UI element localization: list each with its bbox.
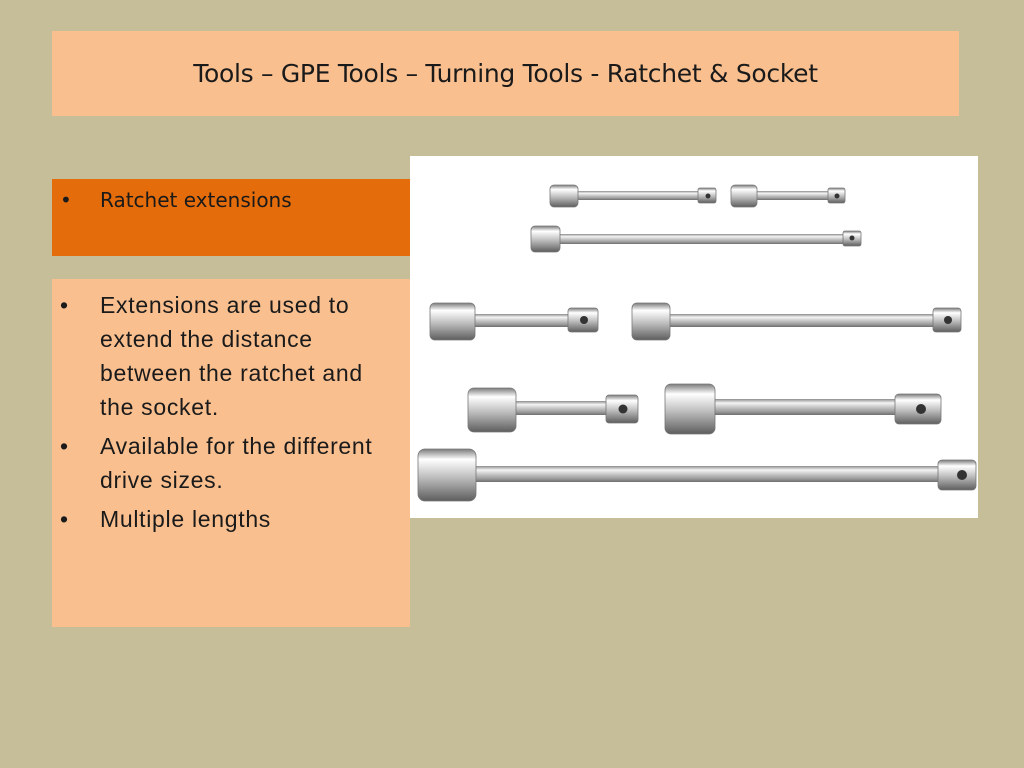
- bullet-marker: •: [60, 433, 69, 459]
- extension-bar: [418, 449, 976, 501]
- extension-bar: [430, 303, 598, 340]
- extension-bar: [665, 384, 941, 434]
- extension-bar: [731, 185, 845, 207]
- extension-bar: [550, 185, 716, 207]
- subheading-item: [52, 188, 410, 212]
- bullet-text: Extensions are used to extend the distance between the ratchet and the socket.: [100, 292, 363, 420]
- extension-bars-photo: [410, 156, 978, 518]
- bullet-item: [52, 429, 410, 497]
- bullet-item: [52, 502, 410, 536]
- body-text-box: [52, 279, 410, 627]
- bullet-marker: •: [60, 506, 69, 532]
- extension-bars-illustration: [410, 156, 978, 518]
- subheading-list: [52, 188, 410, 212]
- extension-bar: [632, 303, 961, 340]
- subheading-box: [52, 179, 410, 256]
- bullet-marker: •: [60, 292, 69, 318]
- extension-bar: [531, 226, 861, 252]
- subheading-text: Ratchet extensions: [100, 188, 292, 212]
- bullet-list: [52, 279, 410, 536]
- bullet-text: Multiple lengths: [100, 506, 272, 532]
- slide-title: Tools – GPE Tools – Turning Tools - Ratchet & Socket: [193, 59, 818, 88]
- bullet-marker: •: [60, 188, 72, 212]
- bullet-item: [52, 288, 410, 424]
- extension-bar: [468, 388, 638, 432]
- title-box: [52, 31, 959, 116]
- bullet-text: Available for the different drive sizes.: [100, 433, 373, 493]
